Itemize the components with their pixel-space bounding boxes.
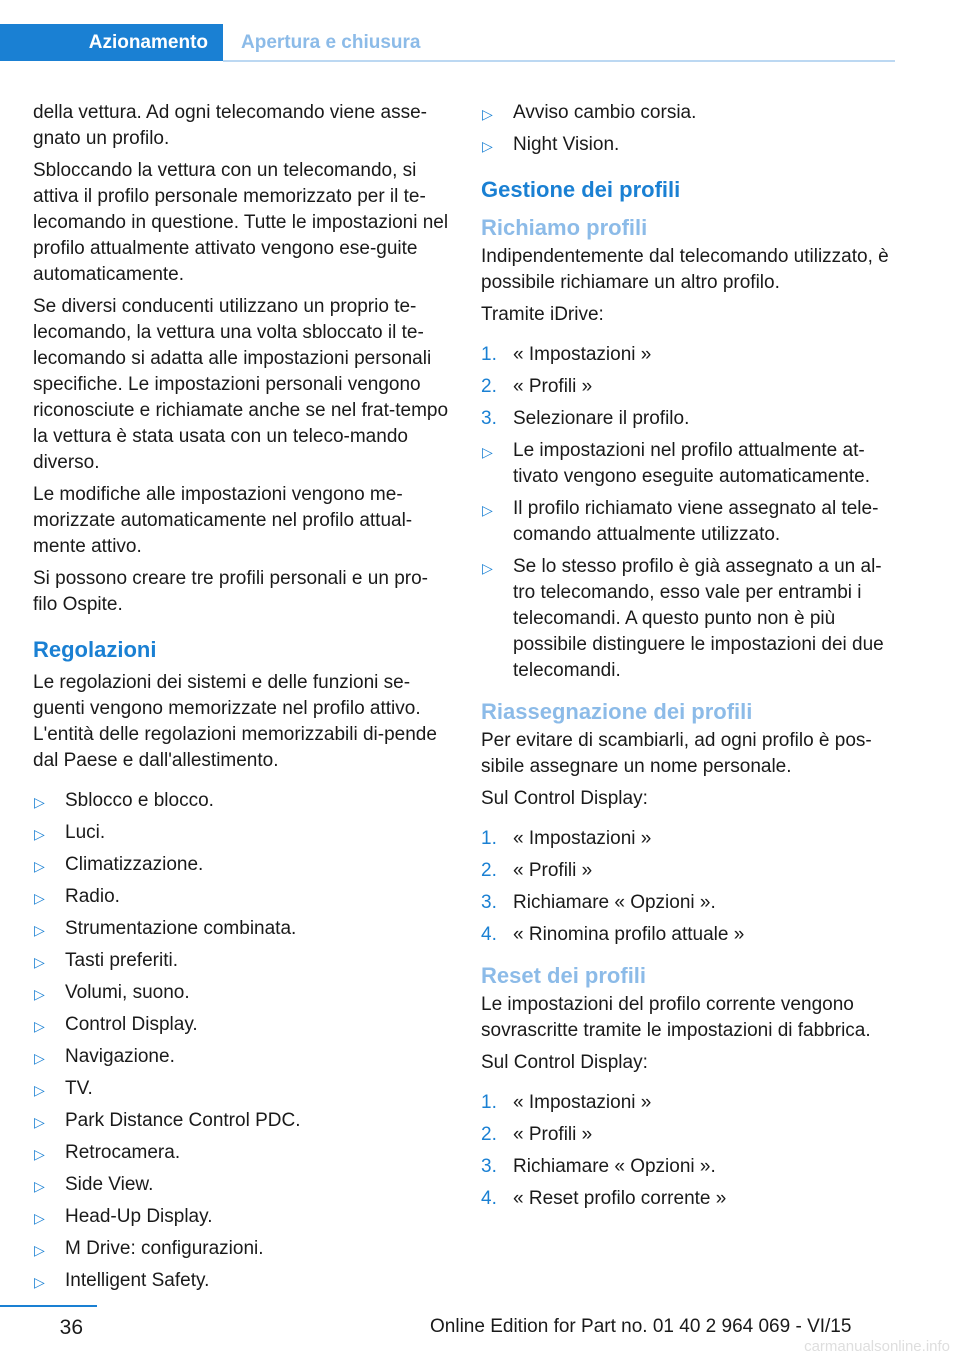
watermark: carmanualsonline.info — [804, 1338, 950, 1355]
triangle-bullet-icon: ▷ — [482, 502, 493, 518]
list-item — [33, 1204, 451, 1230]
list-item — [33, 1172, 451, 1198]
triangle-bullet-icon: ▷ — [34, 826, 45, 842]
step-number: 2. — [481, 860, 497, 881]
paragraph: Sul Control Display: — [481, 1052, 648, 1073]
footer-divider — [0, 1305, 97, 1307]
step-text: Richiamare « Opzioni ». — [513, 892, 716, 913]
triangle-bullet-icon: ▷ — [34, 1274, 45, 1290]
list-item — [481, 438, 901, 490]
list-item-text: Intelligent Safety. — [65, 1270, 210, 1291]
step-number: 4. — [481, 924, 497, 945]
step-number: 2. — [481, 376, 497, 397]
list-item-text: Radio. — [65, 886, 120, 907]
list-item — [33, 852, 451, 878]
subheading-reset-profili: Reset dei profili — [481, 963, 647, 988]
paragraph: Si possono creare tre profili personali e un pro‐filo Ospite. — [33, 568, 428, 615]
triangle-bullet-icon: ▷ — [34, 986, 45, 1002]
left-column — [33, 100, 451, 1304]
list-item-text: Retrocamera. — [65, 1142, 181, 1163]
triangle-bullet-icon: ▷ — [34, 1018, 45, 1034]
subheading-riassegnazione-profili: Riassegnazione dei profili — [481, 699, 753, 724]
paragraph: Indipendentemente dal telecomando utilizzato, è possibile richiamare un altro profilo. — [481, 246, 889, 293]
step-item — [481, 858, 901, 884]
list-item-text: Navigazione. — [65, 1046, 175, 1067]
step-item — [481, 342, 901, 368]
list-item — [33, 1076, 451, 1102]
steps-list — [481, 342, 901, 684]
step-number: 3. — [481, 1156, 497, 1177]
step-text: « Impostazioni » — [513, 1092, 652, 1113]
triangle-bullet-icon: ▷ — [482, 106, 493, 122]
step-number: 1. — [481, 344, 497, 365]
right-column — [481, 100, 901, 1222]
list-item — [33, 1236, 451, 1262]
step-text: Richiamare « Opzioni ». — [513, 1156, 716, 1177]
step-number: 4. — [481, 1188, 497, 1209]
step-item — [481, 374, 901, 400]
list-item — [481, 132, 901, 158]
list-item — [33, 916, 451, 942]
paragraph: della vettura. Ad ogni telecomando viene asse‐gnato un profilo. — [33, 102, 427, 149]
triangle-bullet-icon: ▷ — [34, 1242, 45, 1258]
list-item-text: Climatizzazione. — [65, 854, 204, 875]
page-header — [0, 24, 895, 62]
list-item-text: Luci. — [65, 822, 106, 843]
list-item — [481, 496, 901, 548]
list-item — [33, 1044, 451, 1070]
triangle-bullet-icon: ▷ — [34, 1082, 45, 1098]
step-item — [481, 1186, 901, 1212]
list-item — [481, 100, 901, 126]
list-item — [33, 820, 451, 846]
edition-note: Online Edition for Part no. 01 40 2 964 069 - VI/15 — [430, 1316, 852, 1337]
settings-bullet-list — [33, 788, 451, 1294]
list-item-text: Control Display. — [65, 1014, 198, 1035]
triangle-bullet-icon: ▷ — [34, 922, 45, 938]
list-item — [33, 948, 451, 974]
list-item-text: TV. — [65, 1078, 93, 1099]
settings-bullet-list-continued — [481, 100, 901, 158]
paragraph: Le impostazioni del profilo corrente vengono sovrascritte tramite le impostazioni di fabbrica. — [481, 994, 871, 1041]
step-number: 3. — [481, 892, 497, 913]
step-item — [481, 1090, 901, 1116]
step-item — [481, 1122, 901, 1148]
step-item — [481, 890, 901, 916]
triangle-bullet-icon: ▷ — [34, 1146, 45, 1162]
step-item — [481, 406, 901, 432]
list-item-text: Sblocco e blocco. — [65, 790, 214, 811]
list-item-text: Night Vision. — [513, 134, 620, 155]
paragraph: Sbloccando la vettura con un telecomando, si attiva il profilo personale memorizzato per il te‐lecomando in questione. Tutte le impostazioni nel profilo attualmente attivato vengono ese‐guite automaticamente. — [33, 160, 449, 285]
list-item-text: Strumentazione combinata. — [65, 918, 297, 939]
list-item — [33, 1108, 451, 1134]
paragraph: Le regolazioni dei sistemi e delle funzioni se‐guenti vengono memorizzate nel profilo attivo. L'entità delle regolazioni memorizzabili di‐pende dal Paese e dall'allestimento. — [33, 672, 437, 771]
list-item-text: Tasti preferiti. — [65, 950, 178, 971]
list-item — [481, 554, 901, 684]
triangle-bullet-icon: ▷ — [482, 560, 493, 576]
triangle-bullet-icon: ▷ — [482, 444, 493, 460]
list-item — [33, 980, 451, 1006]
step-number: 2. — [481, 1124, 497, 1145]
list-item — [33, 1268, 451, 1294]
step-text: « Impostazioni » — [513, 344, 652, 365]
step-text: « Reset profilo corrente » — [513, 1188, 727, 1209]
header-divider — [223, 60, 895, 62]
triangle-bullet-icon: ▷ — [34, 1210, 45, 1226]
triangle-bullet-icon: ▷ — [34, 858, 45, 874]
list-item-text: Head-Up Display. — [65, 1206, 213, 1227]
step-text: « Rinomina profilo attuale » — [513, 924, 745, 945]
step-text: « Profili » — [513, 376, 593, 397]
step-number: 3. — [481, 408, 497, 429]
step-text: « Profili » — [513, 860, 593, 881]
subheading-richiamo-profili: Richiamo profili — [481, 215, 648, 240]
paragraph: Le modifiche alle impostazioni vengono me‐morizzate automaticamente nel profilo attual‐mente attivo. — [33, 484, 413, 557]
list-item-text: Side View. — [65, 1174, 154, 1195]
triangle-bullet-icon: ▷ — [34, 1050, 45, 1066]
list-item — [33, 788, 451, 814]
list-item-text: Volumi, suono. — [65, 982, 190, 1003]
step-item — [481, 922, 901, 948]
chapter-tab-active: Azionamento — [0, 24, 223, 61]
list-item-text: Se lo stesso profilo è già assegnato a un al‐tro telecomando, esso vale per entrambi i telecomandi. A questo punto non è più possibile distinguere le impostazioni dei due telecomandi. — [513, 556, 884, 681]
list-item — [33, 884, 451, 910]
step-text: Selezionare il profilo. — [513, 408, 690, 429]
section-heading-gestione-profili: Gestione dei profili — [481, 177, 681, 202]
page-number: 36 — [59, 1316, 83, 1339]
step-number: 1. — [481, 1092, 497, 1113]
list-item-text: Park Distance Control PDC. — [65, 1110, 301, 1131]
list-item-text: Le impostazioni nel profilo attualmente at‐tivato vengono eseguite automaticamente. — [513, 440, 871, 487]
triangle-bullet-icon: ▷ — [34, 1114, 45, 1130]
triangle-bullet-icon: ▷ — [482, 138, 493, 154]
list-item-text: Avviso cambio corsia. — [513, 102, 697, 123]
step-text: « Profili » — [513, 1124, 593, 1145]
triangle-bullet-icon: ▷ — [34, 1178, 45, 1194]
list-item — [33, 1012, 451, 1038]
step-item — [481, 1154, 901, 1180]
step-item — [481, 826, 901, 852]
triangle-bullet-icon: ▷ — [34, 794, 45, 810]
steps-list — [481, 1090, 901, 1212]
list-item — [33, 1140, 451, 1166]
list-item-text: Il profilo richiamato viene assegnato al tele‐comando attualmente utilizzato. — [513, 498, 879, 545]
section-heading-regolazioni: Regolazioni — [33, 637, 157, 662]
steps-list — [481, 826, 901, 948]
step-text: « Impostazioni » — [513, 828, 652, 849]
paragraph: Sul Control Display: — [481, 788, 648, 809]
paragraph: Tramite iDrive: — [481, 304, 604, 325]
list-item-text: M Drive: configurazioni. — [65, 1238, 264, 1259]
paragraph: Se diversi conducenti utilizzano un proprio te‐lecomando, la vettura una volta sbloccato il te‐lecomando si adatta alle impostazioni personali specifiche. Le impostazioni personali vengono riconosciute e richiamate anche se nel frat‐tempo la vettura è stata usata con un teleco‐mando diverso. — [33, 296, 449, 473]
paragraph: Per evitare di scambiarli, ad ogni profilo è pos‐sibile assegnare un nome personale. — [481, 730, 872, 777]
chapter-tab-section: Apertura e chiusura — [241, 32, 421, 53]
triangle-bullet-icon: ▷ — [34, 954, 45, 970]
step-number: 1. — [481, 828, 497, 849]
triangle-bullet-icon: ▷ — [34, 890, 45, 906]
